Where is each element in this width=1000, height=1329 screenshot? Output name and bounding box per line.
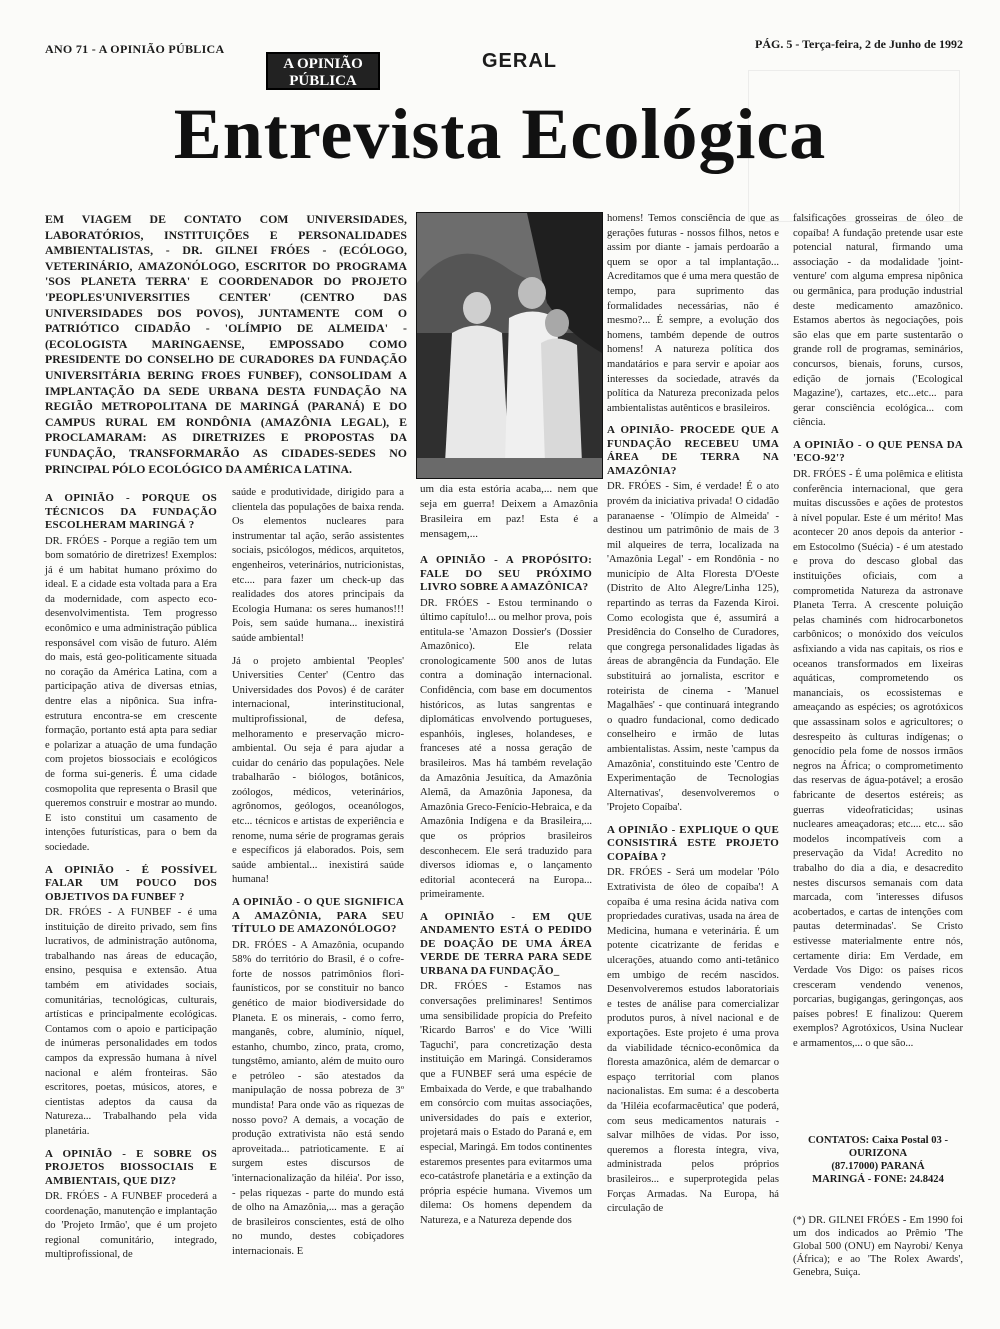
photo-illustration <box>417 213 602 478</box>
column-3 <box>420 548 592 1237</box>
column-4 <box>607 212 779 1225</box>
question-heading: A OPINIÃO - A PROPÓSITO: FALE DO SEU PRÓXIMO LIVRO SOBRE A AMAZÔNICA? <box>420 554 592 593</box>
answer-paragraph: DR. FRÓES - É uma polêmica e elitista conferência internacional, que gera muitas discussões e ações de protestos à nível popular. Este é um mérito! Mas acontecer 20 anos depois da anterior - em Estocolmo (Suécia) - é um atestado e prova do descaso global das instituições oficiais, com a comprometida Natureza da astronave Planeta Terra. A crescente poluição pelas chaminés com hidrocarbonetos carbônicos; o monóxido dos veículos asfixiando a vida nas capitais, os rios e oceanos transformados em lixeiras aquáticas, comprometendo os mananciais, os ecossistemas e ameaçando as espécies; os agrotóxicos que assassinam solos e agricultores; o desrespeito às culturas indígenas; o genocídio pela fome de nossos irmãos negros na África; o comprometimento das reservas de água-potável; a erosão fabricante de desertos estéreis; as guerras videofraticidas; usinas nucleares ameaçadoras; etc.... etc... são modelos incompatíveis com a preservação da Vida! Acredito no trabalho do dia a dia, e desacredito nestes discursos semanais com data marcada, com 'interesses difusos acobertados, e cartas de intenções com pautas determinadas'. Se Cristo estivesse materialmente entre nós, certamente diria: Em Verdade, em Verdade Vos Digo: os países ricos cresceram vendendo venenos, porcarias, bugigangas, geringonças, aos países pobres! E finalizou: Querem exemplos? Agrotóxicos, Usina Nuclear e armamentos,... o que são... <box>793 468 963 1050</box>
author-footnote: (*) DR. GILNEI FRÓES - Em 1990 foi um dos indicados ao Prêmio 'The Global 500 (ONU) em Nayrobi/ Kenya (África); e ao 'The Rolex Awards', Genebra, Suiça. <box>793 1215 963 1278</box>
logo-line-2: PÚBLICA <box>289 73 357 89</box>
question-heading: A OPINIÃO - PORQUE OS TÉCNICOS DA FUNDAÇÃO ESCOLHERAM MARINGÁ ? <box>45 492 217 531</box>
answer-paragraph: DR. FRÓES - A FUNBEF - é uma instituição de direito privado, sem fins lucrativos, de administração autônoma, trabalhando nas áreas de educação, ensino, pesquisa e extensão. Atua também em atividades sociais, comunitárias, tecnológicas, culturais, artísticas e principalmente ecológicas. Contamos com o apoio e participação de inúmeras personalidades em todos campos da expressão humana à nível nacional e além fronteiras. São escritores, poetas, músicos, atores, e cientistas adeptos da causa da Natureza... Trabalhando pela vida planetária. <box>45 907 217 1137</box>
question-heading: A OPINIÃO - É POSSÍVEL FALAR UM POUCO DOS OBJETIVOS DA FUNBEF ? <box>45 863 217 903</box>
answer-paragraph: DR. FRÓES - Sim, é verdade! É o ato provém da iniciativa privada! O cidadão paranaense - 'Olímpio de Almeida' - destinou um patrimônio de mais de 3 mil alqueires de terra, localizada na 'Amazônia Legal' - em Rondônia - no município de Alta Floresta D'Oeste (Distrito de Alto Alegre/Linha 125), repartindo as terras da Fazenda Kiroi. Como ecologista que é, assumirá a Presidência do Conselho de Curadores, que congrega personalidades ligadas às áreas de abrangência da Fundação. Ele substituirá ao jornalista, escritor e roteirista de cinema - 'Manuel Magalhães' - que continuará integrando o quadro fundacional, como dedicado conselheiro e irmão de lutas ambientalistas. Assim, neste 'campus da Amazônia', constituindo este 'Centro de Experimentação de Tecnologias Alternativas', desenvolveremos o 'Projeto Copaíba'. <box>607 481 779 814</box>
masthead-left: ANO 71 - A OPINIÃO PÚBLICA <box>45 42 225 56</box>
contacts-line-2: (87.17000) PARANÁ <box>831 1161 925 1172</box>
newspaper-logo <box>266 52 380 90</box>
question-heading: A OPINIÃO - E SOBRE OS PROJETOS BIOSSOCIAIS E AMBIENTAIS, QUE DIZ? <box>45 1147 217 1187</box>
interview-photo <box>416 212 603 479</box>
answer-paragraph: homens! Temos consciência de que as gerações futuras - nossos filhos, netos e assim por diante - jamais perdoarão a quem se opor a tal implantação... Acreditamos que é uma mera questão de tempo, para suprimento das formalidades necessárias, não é mesmo?... É sempre, a evolução dos homens, também depende de outros homens! A natureza política dos mandatários e para servir e apoiar aos interesses da sociedade, através da política da Natureza preconizada pelos ambientalistas autênticos e brasileiros. <box>607 213 779 414</box>
column-2 <box>232 486 404 1268</box>
question-heading: A OPINIÃO - O QUE SIGNIFICA A AMAZÔNIA, PARA SEU TÍTULO DE AMAZONÓLOGO? <box>232 896 404 936</box>
headline: Entrevista Ecológica <box>173 94 827 174</box>
answer-paragraph: falsificações grosseiras de óleo de copaíba! A fundação pretende usar este potencial natural, firmando uma associação - da modalidade 'joint-venture' com alguma empresa nipônica ou germânica, para produção industrial deste medicamento amazônico. Estamos abertos às negociações, pois são elas que em parte sustentarão o grande roll de programas, seminários, concursos, bienais, foruns, cursos, edição de jornais ('Ecological Magazine'), cartazes, etc...etc... para gerar consciência ecológica... com ciência. <box>793 213 963 429</box>
answer-paragraph: saúde e produtividade, dirigido para a clientela das populações de baixa renda. Os elementos nucleares para instrumentar tal ação, serão assistentes sociais, psicólogos, médicos, arquitetos, engenheiros, veterinários, nutricionistas, etc.... para fazer um check-up das realidades dos atores principais da Ecologia Humana: os seres humanos!!! Pois, sem saúde humana... inexistirá saúde ambiental! <box>232 487 404 644</box>
answer-paragraph: DR. FRÓES - Será um modelar 'Pólo Extrativista de óleo de copaíba'! A copaíba é uma resina ácida nativa com propriedades curativas, usada na área de Medicina, humana e veterinária. É um potente cicatrizante de feridas e ulcerações, atuando como anti-tetânico em umbigo de recém nascidos. Desenvolveremos estudos laboratoriais e testes de análise para comercializar produtos puros, à nível nacional e de exportações. Este projeto é uma prova da viabilidade técnico-econômica da floresta amazônica, além de demarcar o espaço territorial com planos nacionalistas. Em suma: é a descoberta da 'Hiléia ecofarmacêutica' que poderá, com seus medicamentos naturais - salvar milhões de vidas. Por isso, queremos a floresta íntegra, viva, administrada pelos próprios brasileiros... e superprotegida pelas Forças Armadas. Na Europa, há circulação de <box>607 867 779 1215</box>
answer-paragraph: DR. FRÓES - A Amazônia, ocupando 58% do território do Brasil, é o cofre-forte de nossos patrimônios flori-faunísticos, por se constituir no banco genético de maior biodiversidade do Planeta. E os minerais, - como ferro, manganês, cobre, alumínio, níquel, estanho, chumbo, zinco, prata, cromo, tungstêmo, amianto, além de muito ouro e petróleo - são atestados da manipulação de nossa pobreza de 3º mundista! Para onde vão as riquezas de nosso povo? A demais, a vocação de produção extrativista não está sendo aproveitada... patrioticamente. E aí surgem estes discursos de 'internacionalização da hiléia'. Por isso, - pelas riquezas - parte do mundo está de olho na Amazônia,... mas a geração de brasileiros conscientes, está de olho no mundo, destes cobiçadores internacionais. E <box>232 939 404 1257</box>
contacts-line-3: MARINGÁ - FONE: 24.8424 <box>812 1174 944 1185</box>
question-heading: A OPINIÃO - EXPLIQUE O QUE CONSISTIRÁ ESTE PROJETO COPAÍBA ? <box>607 823 779 863</box>
photo-caption: um dia esta estória acaba,... nem que seja em guerra! Deixem a Amazônia Brasileira em paz! Esta é a mensagem,... <box>420 483 598 540</box>
masthead-right: PÁG. 5 - Terça-feira, 2 de Junho de 1992 <box>755 37 963 51</box>
column-1 <box>45 486 217 1271</box>
question-heading: A OPINIÃO- PROCEDE QUE A FUNDAÇÃO RECEBEU UMA ÁREA DE TERRA NA AMAZÔNIA? <box>607 424 779 477</box>
answer-paragraph: DR. FRÓES - A FUNBEF procederá a coordenação, manutenção e implantação do 'Projeto Irmão', que é um projeto regional comunitário, integrado, multiprofissional, de <box>45 1191 217 1261</box>
section-name: GERAL <box>482 50 557 72</box>
answer-paragraph: Já o projeto ambiental 'Peoples' Universities Center' (Centro das Universidades dos Povos) é de caráter internacional, interinstitucional, multiprofissional, de defesa, melhoramento e preservação micro-ambiental. Ou seja é para ajudar a cuidar do cenário das populações. Nele trabalharão - biólogos, botânicos, zoólogos, médicos, veterinários, agrônomos, geólogos, oceanólogos, etc... técnicos e artistas de experiência e renome, numa série de programas gerais e específicos já elaborados. Pois, sem saúde ambiental... inexistirá saúde humana! <box>232 655 404 886</box>
column-5 <box>793 212 963 1060</box>
question-heading: A OPINIÃO - EM QUE ANDAMENTO ESTÁ O PEDIDO DE DOAÇÃO DE UMA ÁREA VERDE DE TERRA PARA SEDE URBANA DA FUNDAÇÃO_ <box>420 910 592 977</box>
logo-line-1: A OPINIÃO <box>283 56 363 72</box>
contacts-line-1: CONTATOS: Caixa Postal 03 - OURIZONA <box>807 1135 949 1159</box>
answer-paragraph: DR. FRÓES - Estamos nas conversações preliminares! Sentimos uma sensibilidade propícia do Prefeito 'Ricardo Barros' e do Vice 'Willi Taguchi', para concretização desta instituição em Maringá. Consideramos que a FUNBEF será uma espécie de Embaixada do Verde, e que trabalhando em consórcio com muitas associações, universidades do país e exterior, projetará mais o Estado do Paraná e, em especial, Maringá. Em todos continentes estaremos presentes para evitarmos uma eco-catástrofe planetária e a extinção da própria espécie humana. Vivemos um dilema: Os homens dependem da Natureza, e a Natureza depende dos <box>420 981 592 1226</box>
answer-paragraph: DR. FRÓES - Porque a região tem um bom somatório de diretrizes! Exemplos: já é um habitat humano próximo do ideal. E a cidade esta voltada para a Era da modernidade, com aspecto eco-desenvolvimentista. Tem progresso econômico e uma administração pública responsável com visão de futuro. Além do mais, está geo-politicamente situada no coração da América Latina, com a participação ativa de diversas etnias, dentre elas a nipônica. Sua infra-estrutura encontra-se em crescente formação, portanto está apta para sediar e polarizar a atuação de uma fundação com projetos biossociais e ecológicos de forma sui-generis. É uma cidade cosmopolita que representa o Brasil que queremos construir e mostrar ao mundo. E isto constitui um casamento de intenções futurísticas, para o bem da sociedade. <box>45 535 217 853</box>
lead-paragraph: EM VIAGEM DE CONTATO COM UNIVERSIDADES, LABORATÓRIOS, INSTITUIÇÕES E PERSONALIDADES AMBIENTALISTAS, - DR. GILNEI FRÓES - (ECÓLOGO, VETERINÁRIO, AMAZONÓLOGO, ESCRITOR DO PROGRAMA 'SOS PLANETA TERRA' E COORDENADOR DO PROJETO 'PEOPLES'UNIVERSITIES CENTER' (CENTRO DAS UNIVERSIDADES DOS POVOS), JUNTAMENTE COM O PATRIÓTICO CIDADÃO - 'OLÍMPIO DE ALMEIDA' - (ECOLOGISTA MARINGAENSE, EMPOSSADO COMO PRESIDENTE DO CONSELHO DE CURADORES DA FUNDAÇÃO UNIVERSITÁRIA BERING FROES FUNBEF), CONSOLIDAM A IMPLANTAÇÃO DA SEDE URBANA DESTA FUNDAÇÃO NA REGIÃO METROPOLITANA DE MARINGÁ (PARANÁ) E DO CAMPUS RURAL EM RONDÔNIA (AMAZÔNIA LEGAL), E PROCLAMARAM: AS DIRETRIZES E PROPOSTAS DA FUNDAÇÃO, TRANSFORMARÃO AS CIDADES-SEDES NO PRINCIPAL PÓLO ECOLÓGICO DA AMÉRICA LATINA. <box>45 212 407 476</box>
contacts-box <box>793 1134 963 1186</box>
question-heading: A OPINIÃO - O QUE PENSA DA 'ECO-92'? <box>793 438 963 465</box>
answer-paragraph: DR. FRÓES - Estou terminando o último capítulo!... ou melhor prova, pois entitula-se 'Amazon Dossier's (Dossier Amazônico). Ele relata cronologicamente 500 anos de lutas contra a dominação internacional. Confidência, com base em documentos históricos, as lutas sangrentas e diplomáticas envolvendo portugueses, espanhóis, ingleses, holandeses, e franceses até a nossa geração de brasileiros. Mas há também revelação da Amazônia Jesuítica, da Amazônia Alemã, da Amazônia Japonesa, da Amazônia Greco-Fenício-Hebraica, e da Amazônia Indígena e da Brasileira,... que os próprios brasileiros desconhecem. Ele será traduzido para diversos idiomas e, o lançamento editorial acontecerá na Europa... primeiramente. <box>420 597 592 901</box>
